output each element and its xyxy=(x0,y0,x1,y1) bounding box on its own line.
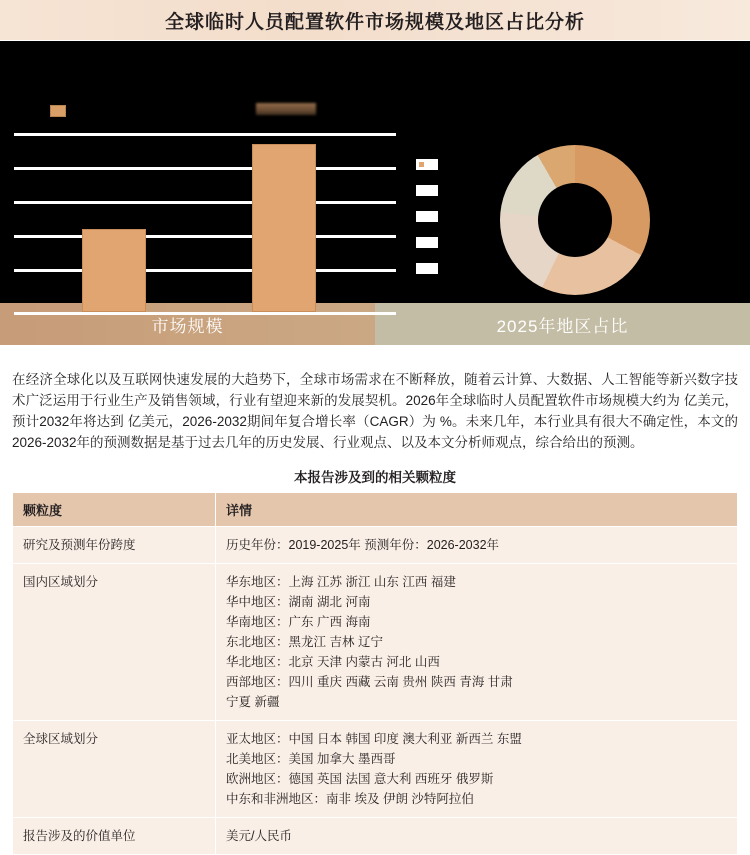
table-row xyxy=(13,564,738,721)
table-row xyxy=(13,527,738,564)
detail-line: 美元/人民币 xyxy=(226,829,292,843)
legend-item xyxy=(416,237,438,248)
bar-chart xyxy=(0,41,410,303)
report-header xyxy=(0,0,750,41)
detail-line: 东北地区：黑龙江 吉林 辽宁 xyxy=(226,635,383,649)
tab-label: 2025年地区占比 xyxy=(496,316,629,336)
legend-item xyxy=(416,185,438,196)
detail-line: 亚太地区：中国 日本 韩国 印度 澳大利亚 新西兰 东盟 xyxy=(226,732,522,746)
report-body xyxy=(0,345,750,486)
x-axis xyxy=(14,312,396,315)
row-details-research-span xyxy=(216,527,738,564)
legend-swatch-icon xyxy=(50,105,66,117)
gridline xyxy=(14,133,396,136)
detail-line: 华南地区：广东 广西 海南 xyxy=(226,615,371,629)
detail-line: 欧洲地区：德国 英国 法国 意大利 西班牙 俄罗斯 xyxy=(226,772,494,786)
pie-chart xyxy=(410,41,750,303)
charts-band xyxy=(0,41,750,303)
detail-line: 华中地区：湖南 湖北 河南 xyxy=(226,595,371,609)
column-header-granularity: 颗粒度 xyxy=(13,493,216,527)
table-row xyxy=(13,721,738,818)
gridline xyxy=(14,201,396,204)
detail-line: 历史年份：2019-2025年 预测年份：2026-2032年 xyxy=(226,538,500,552)
pie-chart-legend xyxy=(416,159,450,289)
detail-line: 北美地区：美国 加拿大 墨西哥 xyxy=(226,752,396,766)
table-caption: 本报告涉及到的相关颗粒度 xyxy=(294,470,456,485)
table-row xyxy=(13,818,738,855)
legend-item xyxy=(416,211,438,222)
row-details-domestic-regions xyxy=(216,564,738,721)
gridline xyxy=(14,167,396,170)
row-label-research-span: 研究及预测年份跨度 xyxy=(13,527,216,564)
detail-line: 西部地区：四川 重庆 西藏 云南 贵州 陕西 青海 甘肃 xyxy=(226,675,513,689)
bar-chart-legend xyxy=(0,59,410,89)
legend-swatch-icon xyxy=(419,162,424,167)
column-header-details: 详情 xyxy=(216,493,738,527)
bar-series-2 xyxy=(252,144,316,312)
row-label-domestic-regions: 国内区域划分 xyxy=(13,564,216,721)
legend-item xyxy=(416,159,438,170)
bar-chart-plot-area xyxy=(14,133,396,315)
detail-line: 华北地区：北京 天津 内蒙古 河北 山西 xyxy=(226,655,440,669)
row-label-global-regions: 全球区域划分 xyxy=(13,721,216,818)
row-label-value-unit: 报告涉及的价值单位 xyxy=(13,818,216,855)
summary-paragraph: 在经济全球化以及互联网快速发展的大趋势下，全球市场需求在不断释放，随着云计算、大数据、人工智能等新兴数字技术广泛运用于行业生产及销售领域，行业有望迎来新的发展契机。2026年全球临时人员配置软件市场规模大约为 亿美元，预计2032年将达到 亿美元，2026-2032期间年复合增长率（CAGR）为 %。未来几年，本行业具有很大不确定性，本文的2026-2032年的预测数据是基于过去几年的历史发展、行业观点、以及本文分析师观点，综合给出的预测。 xyxy=(12,371,738,450)
gridline xyxy=(14,235,396,238)
donut-chart-graphic xyxy=(500,145,650,295)
bar-series-1 xyxy=(82,229,146,312)
row-details-value-unit xyxy=(216,818,738,855)
row-details-global-regions xyxy=(216,721,738,818)
detail-line: 宁夏 新疆 xyxy=(226,695,280,709)
tab-label: 市场规模 xyxy=(151,316,224,336)
granularity-table xyxy=(12,492,738,855)
detail-line: 中东和非洲地区：南非 埃及 伊朗 沙特阿拉伯 xyxy=(226,792,474,806)
page-title: 全球临时人员配置软件市场规模及地区占比分析 xyxy=(164,11,585,33)
legend-label-blurred xyxy=(256,103,316,115)
tab-region-share[interactable] xyxy=(375,303,750,345)
legend-item xyxy=(416,263,438,274)
gridline xyxy=(14,269,396,272)
table-header-row xyxy=(13,493,738,527)
detail-line: 华东地区：上海 江苏 浙江 山东 江西 福建 xyxy=(226,575,456,589)
